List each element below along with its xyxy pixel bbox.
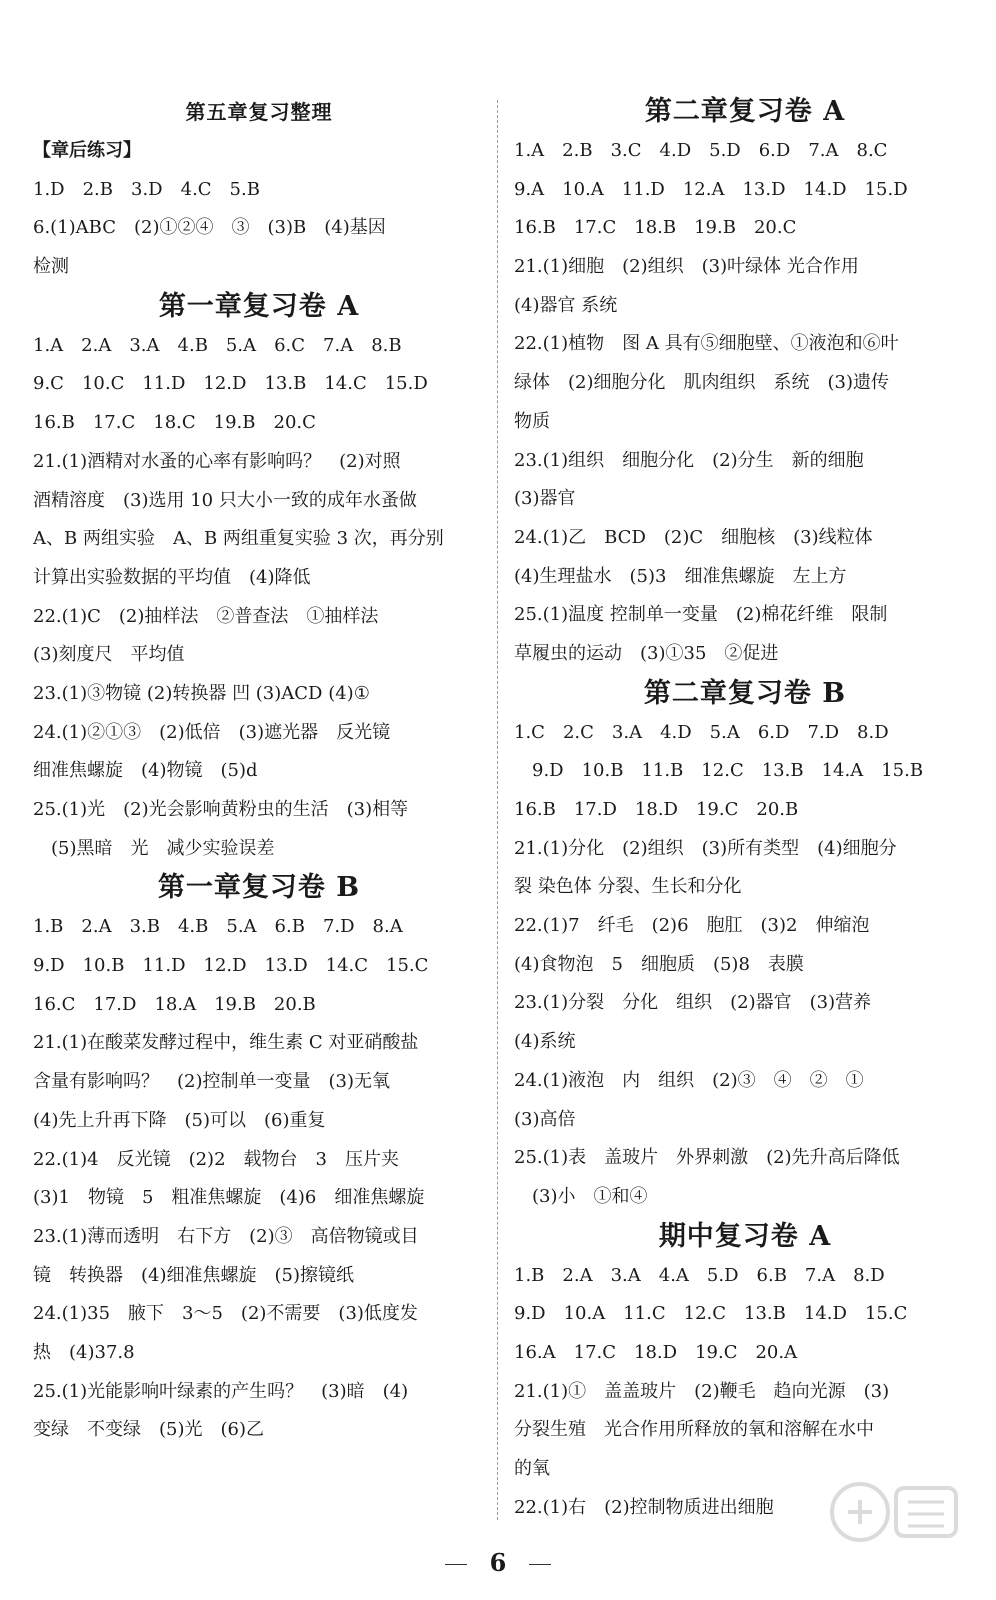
answer-line: (4)食物泡 5 细胞质 (5)8 表膜 — [514, 953, 804, 975]
answer-line: 16.B 17.C 18.C 19.B 20.C — [33, 412, 316, 434]
answer-line: (3)刻度尺 平均值 — [33, 644, 185, 666]
answer-line: 16.B 17.D 18.D 19.C 20.B — [514, 799, 799, 820]
answer-line: 24.(1)②①③ (2)低倍 (3)遮光器 反光镜 — [33, 721, 391, 743]
answer-line: A、B 两组实验 A、B 两组重复实验 3 次，再分别 — [33, 528, 444, 550]
footer-dash-right — [529, 1564, 551, 1565]
section-title: 第二章复习卷 B — [643, 677, 847, 709]
answer-line: 22.(1)植物 图 A 具有⑤细胞壁、①液泡和⑥叶 — [514, 333, 899, 355]
answer-line: 22.(1)右 (2)控制物质进出细胞 — [514, 1496, 774, 1518]
left-section-0 — [33, 92, 485, 287]
answer-line: (4)系统 — [514, 1031, 576, 1053]
answer-line: 9.D 10.B 11.D 12.D 13.D 14.C 15.C — [33, 955, 429, 977]
answer-line: 25.(1)光能影响叶绿素的产生吗？ (3)暗 (4) — [33, 1380, 409, 1402]
answer-line: 裂 染色体 分裂、生长和分化 — [514, 876, 742, 898]
answer-line: 22.(1)C (2)抽样法 ②普查法 ①抽样法 — [33, 605, 379, 627]
answer-line: (4)先上升再下降 (5)可以 (6)重复 — [33, 1109, 326, 1131]
answer-line: 25.(1)温度 控制单一变量 (2)棉花纤维 限制 — [514, 604, 888, 626]
section-title: 第二章复习卷 A — [644, 96, 846, 127]
section-sublabel: 【章后练习】 — [33, 140, 141, 161]
answer-line: 23.(1)组织 细胞分化 (2)分生 新的细胞 — [514, 449, 864, 471]
left-section-2 — [33, 868, 485, 1450]
right-section-0 — [514, 92, 976, 674]
answer-line: 23.(1)③物镜 (2)转换器 凹 (3)ACD (4)① — [33, 682, 370, 704]
answer-line: (3)1 物镜 5 粗准焦螺旋 (4)6 细准焦螺旋 — [33, 1187, 425, 1209]
answer-line: 21.(1)细胞 (2)组织 (3)叶绿体 光合作用 — [514, 256, 859, 278]
right-section-1 — [514, 674, 976, 1217]
section-title: 第五章复习整理 — [185, 100, 333, 124]
answer-line: (3)小 ①和④ — [514, 1185, 648, 1207]
left-section-1 — [33, 287, 485, 869]
answer-line: 含量有影响吗？ (2)控制单一变量 (3)无氧 — [33, 1071, 390, 1093]
answer-line: 16.B 17.C 18.B 19.B 20.C — [514, 217, 797, 239]
answer-line: 酒精溶度 (3)选用 10 只大小一致的成年水蚤做 — [33, 489, 417, 511]
column-divider — [497, 100, 498, 1520]
answer-line: 1.A 2.A 3.A 4.B 5.A 6.C 7.A 8.B — [33, 334, 402, 356]
answer-line: 分裂生殖 光合作用所释放的氧和溶解在水中 — [514, 1419, 874, 1441]
answer-line: 23.(1)分裂 分化 组织 (2)器官 (3)营养 — [514, 992, 872, 1014]
answer-line: 21.(1)分化 (2)组织 (3)所有类型 (4)细胞分 — [514, 837, 897, 859]
answer-line: 24.(1)液泡 内 组织 (2)③ ④ ② ① — [514, 1069, 864, 1091]
answer-line: 检测 — [33, 256, 69, 278]
answer-line: 24.(1)乙 BCD (2)C 细胞核 (3)线粒体 — [514, 526, 873, 548]
left-column — [33, 92, 485, 1450]
answer-line: 24.(1)35 腋下 3～5 (2)不需要 (3)低度发 — [33, 1303, 418, 1325]
answer-line: 6.(1)ABC (2)①②④ ③ (3)B (4)基因 — [33, 217, 386, 239]
answer-line: 绿体 (2)细胞分化 肌肉组织 系统 (3)遗传 — [514, 372, 889, 394]
answer-line: 1.C 2.C 3.A 4.D 5.A 6.D 7.D 8.D — [514, 721, 889, 743]
answer-line: 镜 转换器 (4)细准焦螺旋 (5)擦镜纸 — [33, 1264, 354, 1286]
answer-line: 1.B 2.A 3.B 4.B 5.A 6.B 7.D 8.A — [33, 916, 403, 938]
answer-line: (4)器官 系统 — [514, 294, 618, 316]
right-column — [514, 92, 976, 1527]
answer-line: 1.A 2.B 3.C 4.D 5.D 6.D 7.A 8.C — [514, 140, 888, 161]
answer-line: 22.(1)7 纤毛 (2)6 胞肛 (3)2 伸缩泡 — [514, 915, 870, 937]
answer-line: 草履虫的运动 (3)①35 ②促进 — [514, 642, 779, 664]
section-title: 第一章复习卷 A — [158, 290, 360, 322]
answer-line: 21.(1)在酸菜发酵过程中，维生素 C 对亚硝酸盐 — [33, 1032, 419, 1054]
answer-line: 1.B 2.A 3.A 4.A 5.D 6.B 7.A 8.D — [514, 1264, 885, 1286]
answer-line: 25.(1)表 盖玻片 外界刺激 (2)先升高后降低 — [514, 1147, 900, 1169]
answer-line: (4)生理盐水 (5)3 细准焦螺旋 左上方 — [514, 565, 847, 587]
answer-line: 的氧 — [514, 1458, 550, 1479]
answer-line: 1.D 2.B 3.D 4.C 5.B — [33, 178, 260, 200]
answer-line: (3)高倍 — [514, 1108, 576, 1130]
answer-line: 细准焦螺旋 (4)物镜 (5)d — [33, 760, 258, 782]
answer-line: 21.(1)酒精对水蚤的心率有影响吗？ (2)对照 — [33, 450, 401, 472]
answer-line: 热 (4)37.8 — [33, 1341, 135, 1363]
answer-line: 计算出实验数据的平均值 (4)降低 — [33, 566, 311, 588]
watermark-logo — [818, 1478, 968, 1556]
answer-line: 16.C 17.D 18.A 19.B 20.B — [33, 993, 316, 1015]
answer-line: 9.D 10.A 11.C 12.C 13.B 14.D 15.C — [514, 1303, 908, 1325]
section-title: 期中复习卷 A — [658, 1220, 832, 1252]
page-number: 6 — [489, 1548, 507, 1577]
answer-line: 物质 — [514, 410, 550, 432]
answer-line: (5)黑暗 光 减少实验误差 — [33, 837, 275, 859]
answer-line: 25.(1)光 (2)光会影响黄粉虫的生活 (3)相等 — [33, 799, 409, 821]
answer-line: 9.D 10.B 11.B 12.C 13.B 14.A 15.B — [514, 760, 924, 782]
answer-line: (3)器官 — [514, 488, 576, 510]
answer-line: 9.A 10.A 11.D 12.A 13.D 14.D 15.D — [514, 178, 908, 200]
answer-line: 23.(1)薄而透明 右下方 (2)③ 高倍物镜或目 — [33, 1225, 419, 1247]
answer-line: 9.C 10.C 11.D 12.D 13.B 14.C 15.D — [33, 373, 428, 395]
answer-line: 16.A 17.C 18.D 19.C 20.A — [514, 1341, 798, 1363]
answer-line: 21.(1)① 盖盖玻片 (2)鞭毛 趋向光源 (3) — [514, 1380, 890, 1402]
footer-dash-left — [445, 1564, 467, 1565]
answer-line: 22.(1)4 反光镜 (2)2 载物台 3 压片夹 — [33, 1148, 399, 1170]
section-title: 第一章复习卷 B — [157, 872, 361, 904]
answer-line: 变绿 不变绿 (5)光 (6)乙 — [33, 1419, 264, 1441]
